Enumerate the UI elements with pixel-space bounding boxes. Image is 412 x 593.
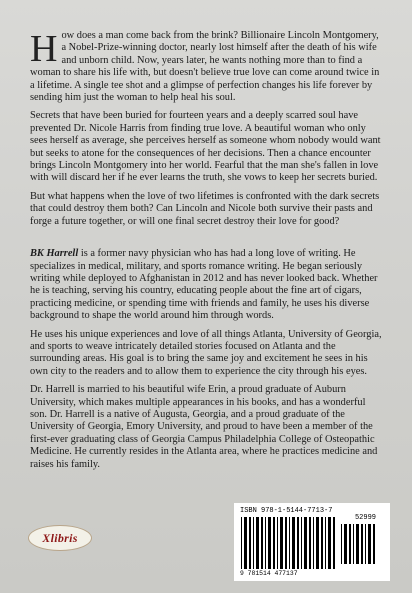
barcode-bar (321, 517, 323, 569)
cover-footer (0, 495, 412, 593)
blurb-paragraph-1-text: ow does a man come back from the brink? Billionaire Lincoln Montgomery, a Nobel-Prize-winning doctor, nearly lost himself after the death of his wife and unborn child. Now, years later, he wants nothing more than to find a woman to share his life with, but doesn't believe true love can come around twice in a lifetime. A single tee shot and a glimpse of perfection changes his life forever by sending him just the woman to help heal his soul. (30, 30, 380, 104)
drop-cap: H (30, 28, 58, 70)
barcode-bar (341, 524, 342, 564)
barcode-bar (241, 517, 242, 569)
barcode-bar (292, 517, 295, 569)
bio-paragraph-1 (30, 248, 382, 322)
barcode-bar (297, 517, 299, 569)
barcode-bar (244, 517, 247, 569)
barcode-bar (261, 517, 263, 569)
publisher-logo (28, 525, 92, 551)
barcode-bar (349, 524, 351, 564)
ean-barcode (240, 517, 336, 569)
barcode-box (234, 503, 390, 581)
addon-barcode-graphic (340, 524, 376, 564)
barcode-row (240, 514, 384, 569)
blurb-paragraph-3: But what happens when the love of two lifetimes is confronted with the dark secrets that could destroy them both? Can Lincoln and Nicole both survive their pasts and forge a future together, or will one final secret destroy their love for good? (30, 190, 380, 227)
bio-paragraph-1-text: is a former navy physician who has had a long love of writing. He specializes in medical, military, and sports romance writing. He began seriously writing while deployed to Afghanistan in 2012 and has never looked back. Whether he is teaching, serving his country, educating people about the fine art of cigars, practicing medicine, or spending time with friends and family, he uses his diverse background to shape the world around him through words. (30, 248, 378, 322)
barcode-bar (285, 517, 287, 569)
barcode-bar (316, 517, 319, 569)
barcode-bar (325, 517, 326, 569)
barcode-bar (273, 517, 275, 569)
barcode-bar (280, 517, 283, 569)
barcode-bar (368, 524, 371, 564)
bio-paragraph-2: He uses his unique experiences and love of all things Atlanta, University of Georgia, and sports to weave intricately detailed stories focused on Atlanta and the surrounding areas. His goal is to bring the same joy and excitement he sees in his own city to the readers and to allow them to experience the city through his eyes. (30, 328, 382, 377)
barcode-bar (328, 517, 331, 569)
barcode-bar (353, 524, 354, 564)
publisher-logo-text: Xlibris (42, 530, 78, 545)
barcode-bar (344, 524, 347, 564)
barcode-bar (304, 517, 307, 569)
barcode-bar (333, 517, 335, 569)
barcode-bar (268, 517, 271, 569)
barcode-bar (356, 524, 359, 564)
barcode-bar (249, 517, 251, 569)
author-name: BK Harrell (30, 248, 79, 260)
author-bio (30, 248, 382, 471)
barcode-digits: 9 781514 477137 (240, 570, 298, 577)
book-blurb (30, 30, 382, 228)
barcode-bar (277, 517, 278, 569)
barcode-bar (265, 517, 266, 569)
barcode-bar (256, 517, 259, 569)
barcode-bar (365, 524, 366, 564)
ean-barcode-graphic (240, 517, 336, 569)
blurb-paragraph-1 (30, 30, 382, 104)
blurb-paragraph-2: Secrets that have been buried for fourteen years and a deeply scarred soul have prevented Dr. Nicole Harris from finding true love. A beautiful woman who only sees herself as average, she perceives herself as someone whom nobody would want but seeks to atone for the consequences of her decisions. Then a chance encounter brings Lincoln Montgomery into her world. Fearful that the man she's fallen in love with will discard her if he ever learns the truth, she vows to keep her secrets buried. (30, 110, 381, 184)
barcode-bar (313, 517, 314, 569)
isbn-label: ISBN 978-1-5144-7713-7 (240, 507, 333, 515)
addon-barcode (340, 514, 376, 569)
addon-code: 52999 (354, 514, 376, 522)
barcode-bar (253, 517, 254, 569)
bio-paragraph-3: Dr. Harrell is married to his beautiful wife Erin, a proud graduate of Auburn University, which makes multiple appearances in his books, and has a wonderful son. Dr. Harrell is a native of Augusta, Georgia, and a proud graduate of the University of Georgia, Emory University, and proud to have been a member of the first-ever graduating class of Georgia Campus Philadelphia College of Osteopathic Medicine. He currently resides in the Atlanta area, where he practices medicine and raises his family. (30, 384, 378, 470)
barcode-bar (361, 524, 363, 564)
barcode-bar (301, 517, 302, 569)
barcode-bar (373, 524, 375, 564)
barcode-bar (309, 517, 311, 569)
barcode-bar (289, 517, 290, 569)
